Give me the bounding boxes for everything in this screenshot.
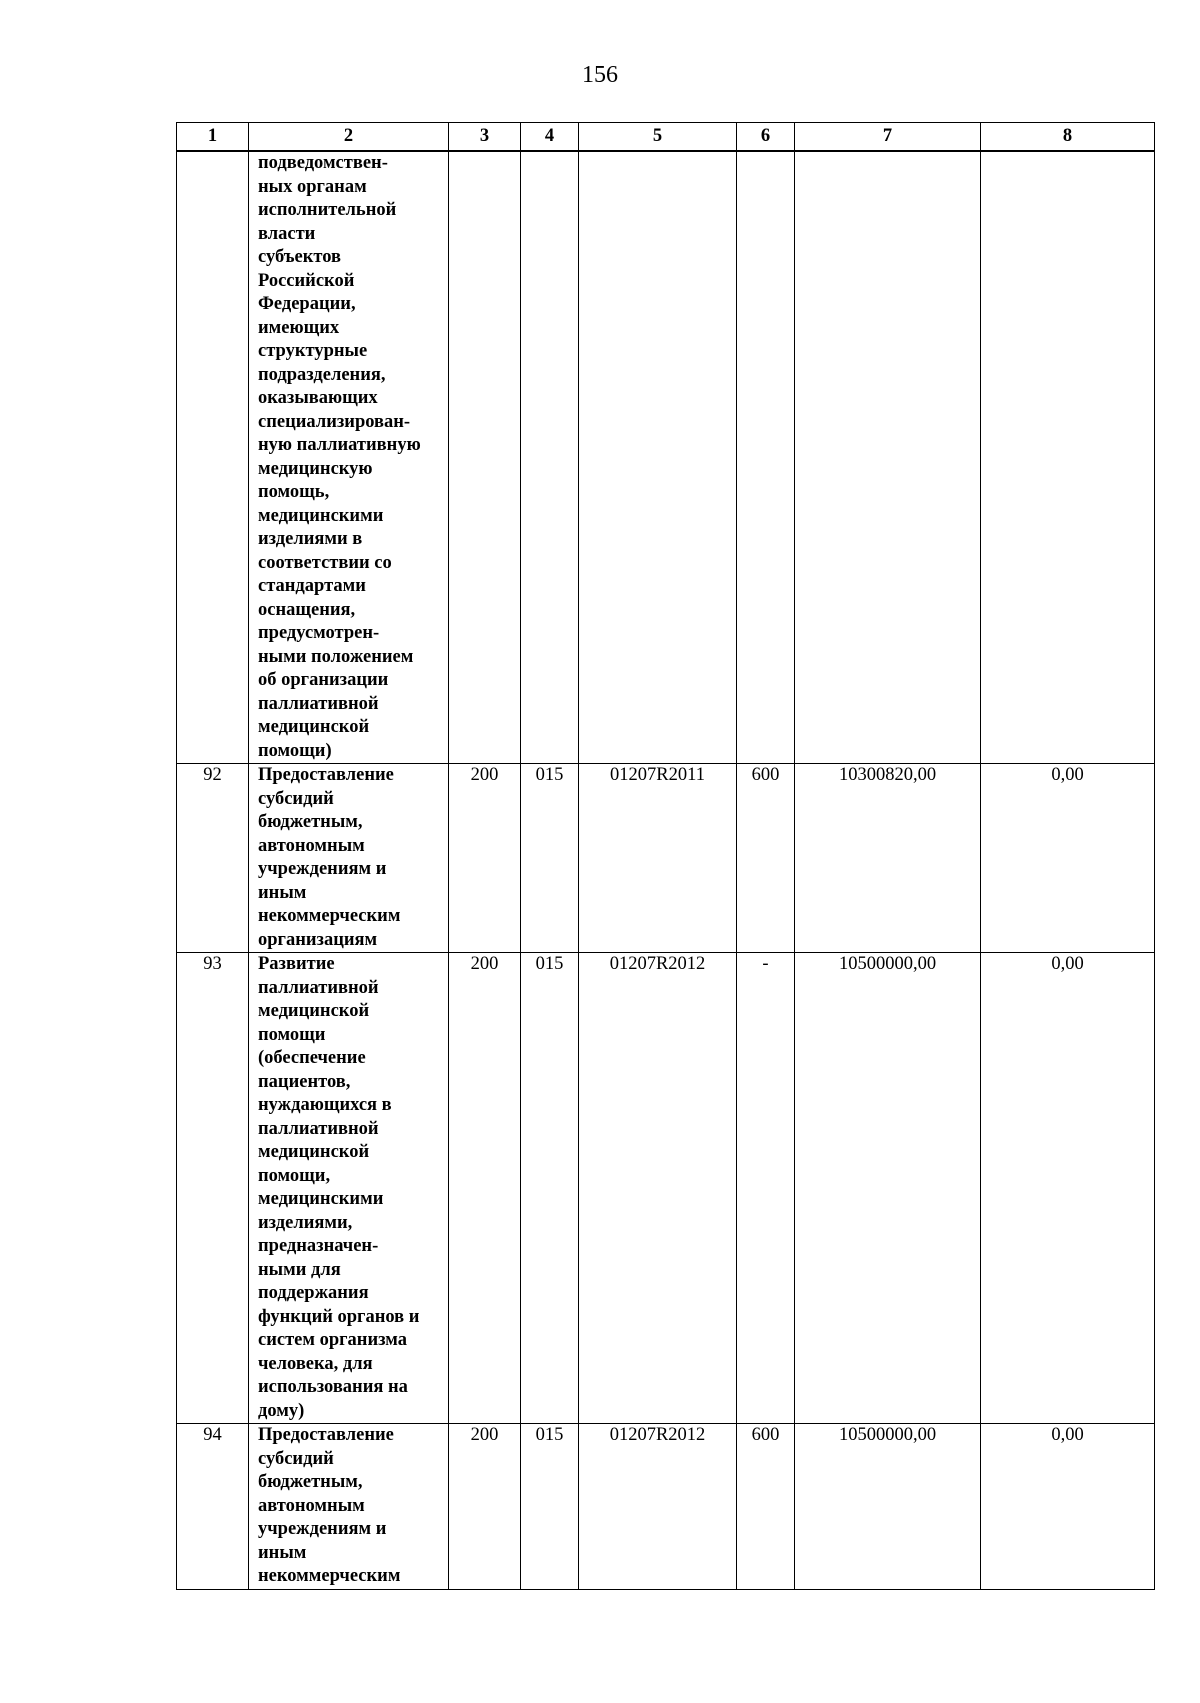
amount-secondary-cell: 0,00 [981,764,1155,953]
ministry-code-cell: 200 [449,764,521,953]
row-number-cell: 94 [177,1424,249,1590]
description-line: нуждающихся в [258,1095,392,1115]
target-article-cell: 01207R2011 [579,764,737,953]
header-col-6: 6 [737,123,795,152]
description-line: Развитие [258,954,335,974]
description-line: организациям [258,929,378,950]
table-row [177,151,1155,764]
description-line: об организации [258,670,389,690]
ministry-code-cell: 200 [449,1424,521,1590]
description-line: медицинскую [258,458,373,479]
description-line: паллиативной [258,1118,379,1139]
budget-table [176,122,1155,1590]
description-line: специализирован- [258,411,411,432]
description-line: медицинскими [258,1189,384,1209]
description-line: некоммерческим [258,1566,401,1586]
amount-secondary-cell: 0,00 [981,1424,1155,1590]
description-line: соответствии со [258,552,392,573]
header-col-8: 8 [981,123,1155,152]
description-line: некоммерческим [258,906,401,926]
description-line: исполнительной [258,200,397,220]
section-code-cell [521,151,579,764]
header-col-5: 5 [579,123,737,152]
page-number: 156 [582,62,618,88]
description-line: медицинской [258,1001,370,1021]
table-row [177,953,1155,1424]
description-line: систем организма [258,1330,408,1350]
table-header-row [177,123,1155,152]
row-description-cell [249,1424,449,1590]
row-description-cell [249,953,449,1424]
row-number-cell [177,151,249,764]
description-line: предназначен- [258,1236,379,1256]
description-line: использования на [258,1377,408,1397]
row-description-cell [249,764,449,953]
description-line: медицинской [258,1142,370,1162]
target-article-cell: 01207R2012 [579,953,737,1424]
description-line: структурные [258,341,368,361]
header-col-4: 4 [521,123,579,152]
description-line: помощи) [258,740,332,761]
description-line: стандартами [258,576,366,596]
amount-secondary-cell [981,151,1155,764]
description-line: Российской [258,270,355,291]
section-code-cell: 015 [521,953,579,1424]
table-body [177,151,1155,1589]
description-line: ными положением [258,646,414,667]
description-line: имеющих [258,317,340,338]
description-line: паллиативной [258,977,379,998]
expense-type-cell [737,151,795,764]
description-line: подведомствен- [258,153,388,173]
row-description-cell [249,151,449,764]
row-number-cell: 92 [177,764,249,953]
description-line: субъектов [258,247,342,267]
description-line: (обеспечение [258,1048,366,1068]
amount-cell: 10500000,00 [795,953,981,1424]
description-line: медицинскими [258,505,384,526]
table-row [177,1424,1155,1590]
header-col-2: 2 [249,123,449,152]
amount-cell: 10300820,00 [795,764,981,953]
section-code-cell: 015 [521,764,579,953]
description-line: ных органам [258,176,367,197]
description-line: бюджетным, [258,812,363,832]
description-line: субсидий [258,1448,334,1469]
description-line: изделиями в [258,529,363,549]
description-line: поддержания [258,1283,369,1303]
description-line: помощь, [258,482,330,502]
description-line: Федерации, [258,294,356,314]
description-line: человека, для [258,1353,373,1374]
description-line: помощи, [258,1165,331,1186]
expense-type-cell: 600 [737,764,795,953]
description-line: пациентов, [258,1071,351,1092]
description-line: оснащения, [258,599,356,620]
description-line: власти [258,223,316,244]
target-article-cell: 01207R2012 [579,1424,737,1590]
description-line: изделиями, [258,1212,353,1233]
amount-secondary-cell: 0,00 [981,953,1155,1424]
description-line: иным [258,1542,307,1563]
header-col-1: 1 [177,123,249,152]
description-line: предусмотрен- [258,623,380,643]
description-line: ную паллиативную [258,435,421,455]
description-line: Предоставление [258,765,394,785]
ministry-code-cell [449,151,521,764]
expense-type-cell: 600 [737,1424,795,1590]
amount-cell: 10500000,00 [795,1424,981,1590]
description-line: учреждениям и [258,1519,387,1539]
table-row [177,764,1155,953]
description-line: дому) [258,1400,305,1421]
description-line: бюджетным, [258,1472,363,1492]
row-number-cell: 93 [177,953,249,1424]
description-line: автономным [258,835,365,856]
description-line: подразделения, [258,364,386,385]
description-line: паллиативной [258,693,379,714]
amount-cell [795,151,981,764]
description-line: медицинской [258,717,370,737]
target-article-cell [579,151,737,764]
header-col-7: 7 [795,123,981,152]
description-line: оказывающих [258,388,378,408]
description-line: субсидий [258,788,334,809]
ministry-code-cell: 200 [449,953,521,1424]
description-line: помощи [258,1024,326,1045]
description-line: ными для [258,1259,341,1280]
section-code-cell: 015 [521,1424,579,1590]
header-col-3: 3 [449,123,521,152]
description-line: автономным [258,1495,365,1516]
expense-type-cell: - [737,953,795,1424]
description-line: иным [258,882,307,903]
description-line: учреждениям и [258,859,387,879]
description-line: функций органов и [258,1306,420,1327]
description-line: Предоставление [258,1425,394,1445]
